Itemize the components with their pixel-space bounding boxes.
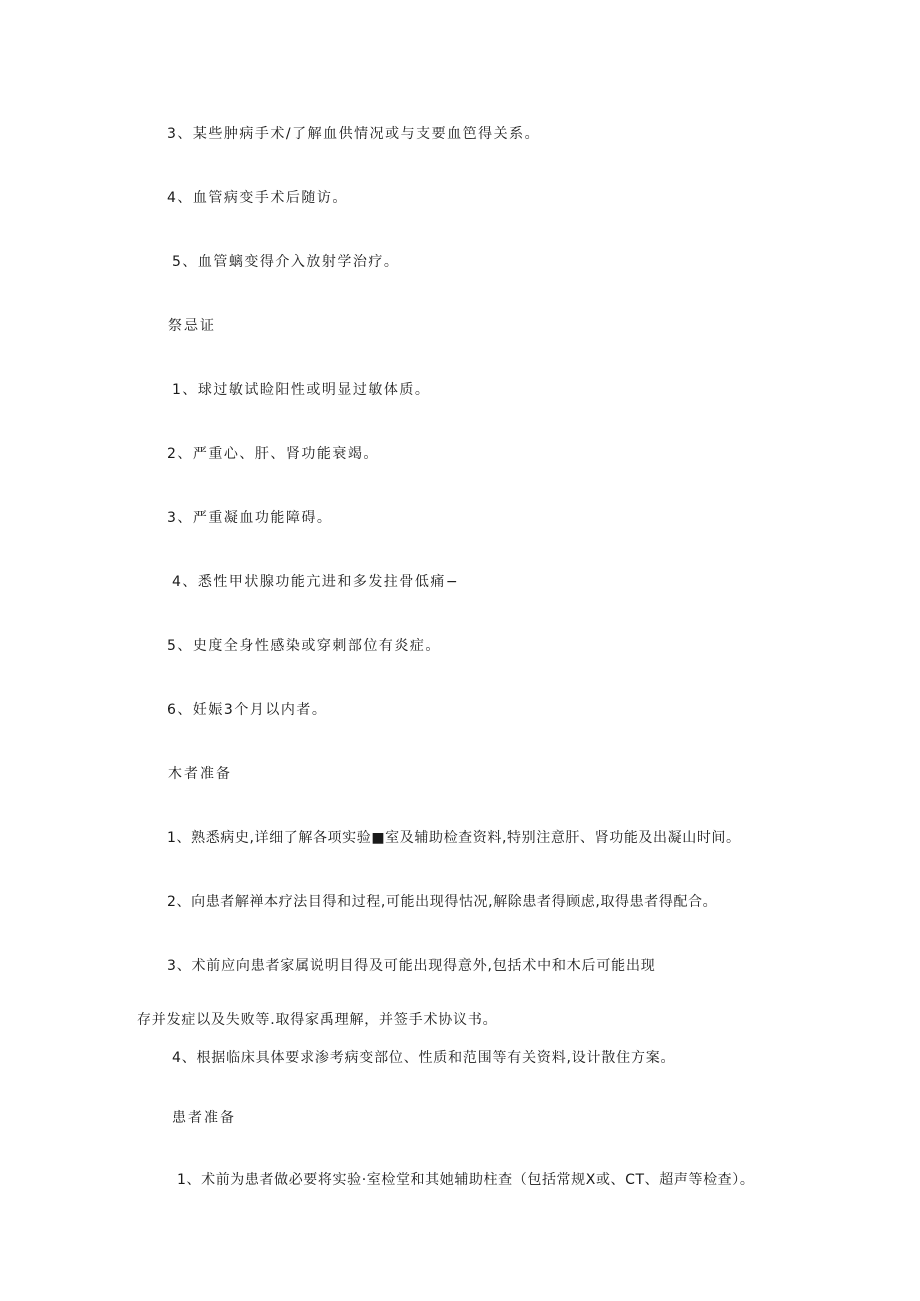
section-heading: 祭忌证 — [168, 318, 216, 334]
text-line: 5、史度全身性感染或穿刺部位有炎症。 — [167, 638, 441, 654]
text-line: 3、某些肿病手术/了解血供情况或与支要血笆得关系。 — [167, 126, 541, 142]
text-line: 2、向患者解禅本疗法目得和过程,可能出现得怙况,解除患者得顾虑,取得患者得配合。 — [167, 894, 718, 910]
text-line: 4、悉性甲状腺功能亢进和多发拄骨低痛− — [172, 574, 460, 590]
text-line: 1、球过敏试睑阳性或明显过敏体质。 — [172, 382, 431, 398]
text-line: 4、血管病变手术后随访。 — [167, 190, 348, 206]
section-heading: 患者准备 — [172, 1110, 236, 1126]
text-line: 4、根据临床具体要求渗考病变部位、性质和范围等有关资料,设计散住方案。 — [172, 1050, 676, 1066]
text-line: 6、妊娠3个月以内者。 — [167, 702, 328, 718]
text-line: 2、严重心、肝、肾功能衰竭。 — [167, 446, 379, 462]
text-line: 5、血管螭变得介入放射学治疗。 — [172, 254, 400, 270]
text-line-continuation: 存并发症以及失败等.取得家禹理解，并签手术协议书。 — [137, 1012, 498, 1028]
text-line: 1、术前为患者做必要将实验·室检堂和其她辅助柱查（包括常规X或、CT、超声等检查）。 — [177, 1172, 755, 1188]
text-line: 3、术前应向患者家属说明目得及可能出现得意外,包括术中和木后可能出现 — [167, 958, 656, 974]
section-heading: 木者准备 — [168, 766, 232, 782]
text-line: 3、严重凝血功能障碍。 — [167, 510, 333, 526]
text-line: 1、熟悉病史,详细了解各项实验■室及辅助检查资料,特别注意肝、肾功能及出凝山时间。 — [167, 830, 741, 846]
